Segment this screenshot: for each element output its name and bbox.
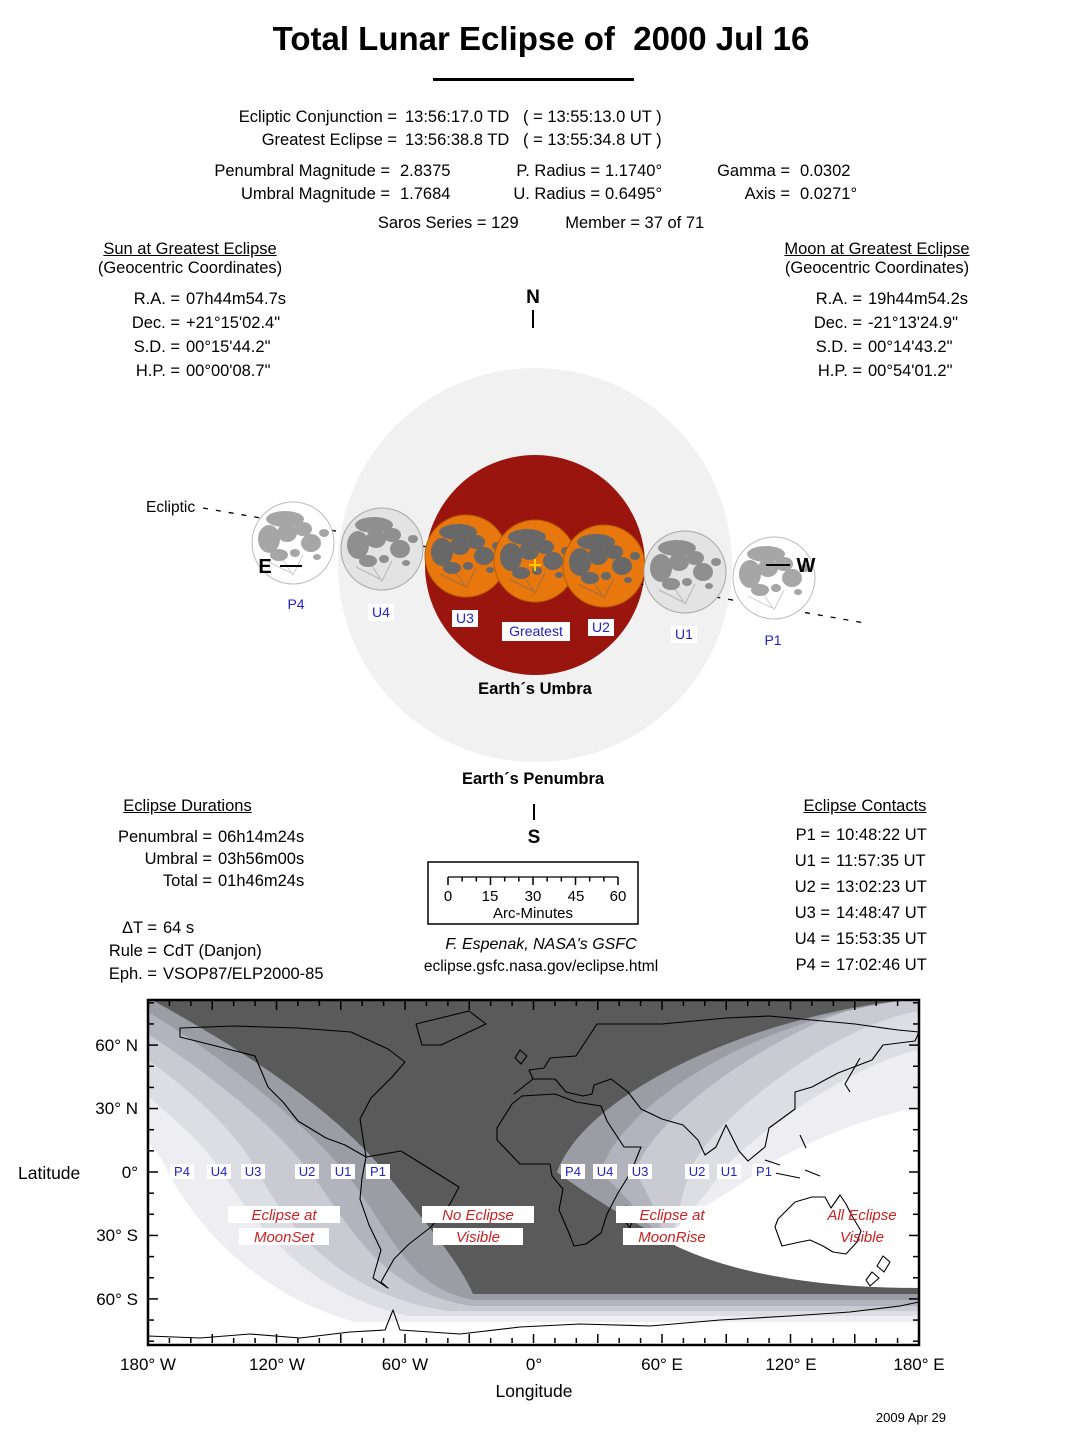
ephemeris-params: ΔT = 64 s Rule = CdT (Danjon) Eph. = VSOP87/ELP2000-85 [108,919,324,983]
saros-series: Saros Series = 129 [377,214,519,232]
axis-label: Axis = [744,185,790,203]
sun-coordinates: R.A. = 07h44m54.7s Dec. = +21°15'02.4" S.D. = 00°15'44.2" H.P. = 00°00'08.7" [131,290,286,380]
svg-text:U4: U4 [372,604,390,620]
svg-text:60: 60 [609,888,627,905]
durations-table: Penumbral = 06h14m24s Umbral = 03h56m00s Total = 01h46m24s [117,828,305,890]
saros-member: Member = 37 of 71 [565,214,705,232]
west-label: W [796,555,816,577]
svg-text:Greatest: Greatest [509,623,563,639]
north-label: N [526,287,540,308]
penumbral-magnitude-label: Penumbral Magnitude = [214,162,390,180]
conjunction-table [150,106,662,152]
svg-text:Eclipse at: Eclipse at [251,1207,317,1224]
svg-text:P1: P1 [764,632,782,648]
sun-heading: Sun at Greatest Eclipse [103,240,277,258]
revision-date: 2009 Apr 29 [875,1410,946,1425]
svg-text:60° E: 60° E [641,1355,683,1374]
moon-heading: Moon at Greatest Eclipse [784,240,970,258]
svg-text:U4: U4 [210,1164,228,1179]
greatest-eclipse-label: Greatest Eclipse = [261,131,397,149]
svg-text:0: 0 [443,888,453,905]
p-radius-label: P. Radius = [516,162,600,180]
svg-text:30° N: 30° N [95,1099,138,1118]
latitude-axis-label: Latitude [18,1163,81,1183]
svg-text:U1: U1 [334,1164,352,1179]
svg-text:60° S: 60° S [96,1290,138,1309]
latitude-tick-labels [95,1036,138,1309]
svg-text:15: 15 [481,888,499,905]
svg-text:Visible: Visible [456,1229,500,1246]
svg-text:Visible: Visible [840,1229,884,1246]
svg-text:MoonRise: MoonRise [638,1229,706,1246]
svg-text:45: 45 [567,888,585,905]
svg-text:U3: U3 [244,1164,262,1179]
saros-line [0,214,1082,233]
svg-text:U4: U4 [596,1164,614,1179]
moon-p1 [733,537,815,619]
penumbra-label: Earth´s Penumbra [461,770,605,788]
svg-text:U1: U1 [675,626,693,642]
moon-u2 [563,525,645,607]
title-underline [433,78,634,81]
svg-text:U1: U1 [720,1164,738,1179]
gamma-value: 0.0302 [800,162,851,180]
svg-text:0°: 0° [121,1163,138,1182]
moon-subheading: (Geocentric Coordinates) [784,259,970,277]
svg-text:0°: 0° [525,1355,543,1374]
svg-text:30: 30 [524,888,542,905]
svg-text:30° S: 30° S [96,1226,138,1245]
svg-text:No Eclipse: No Eclipse [442,1207,514,1224]
umbra-label: Earth´s Umbra [478,680,592,698]
sun-subheading: (Geocentric Coordinates) [97,259,283,277]
p-radius-value: 1.1740° [605,162,663,180]
svg-text:60° W: 60° W [381,1355,429,1374]
contacts-heading: Eclipse Contacts [803,797,927,815]
svg-text:U2: U2 [298,1164,316,1179]
svg-text:P4: P4 [287,596,305,612]
svg-text:U3: U3 [631,1164,649,1179]
magnitude-table [170,160,880,206]
moon-coordinates: R.A. = 19h44m54.2s Dec. = -21°13'24.9" S.D. = 00°14'43.2" H.P. = 00°54'01.2" [813,290,968,380]
contacts-table: P1 = 10:48:22 UT U1 = 11:57:35 UT U2 = 13:02:23 UT U3 = 14:48:47 UT U4 = 15:53:35 UT P4 = 17:02:46 UT [794,826,927,974]
moon-u1 [644,531,726,613]
credit-url: eclipse.gsfc.nasa.gov/eclipse.html [423,958,659,975]
conjunction-value: 13:56:17.0 TD ( = 13:55:13.0 UT ) [405,108,662,126]
u-radius-label: U. Radius = [513,185,600,203]
svg-text:Eclipse at: Eclipse at [639,1207,705,1224]
moon-u4 [341,508,423,590]
svg-text:180° W: 180° W [120,1355,176,1374]
umbral-magnitude-value: 1.7684 [400,185,451,203]
page-title: Total Lunar Eclipse of 2000 Jul 16 [272,20,810,57]
svg-text:60° N: 60° N [95,1036,138,1055]
umbral-magnitude-label: Umbral Magnitude = [240,185,390,203]
greatest-eclipse-value: 13:56:38.8 TD ( = 13:55:34.8 UT ) [405,131,662,149]
arcminutes-label: Arc-Minutes [492,905,574,922]
svg-text:120° W: 120° W [249,1355,305,1374]
conjunction-label: Ecliptic Conjunction = [238,108,397,126]
author-credit: F. Espenak, NASA's GSFC [445,936,637,953]
axis-value: 0.0271° [800,185,858,203]
svg-text:P4: P4 [565,1164,581,1179]
svg-text:120° E: 120° E [765,1355,817,1374]
east-label: E [258,556,272,578]
gamma-label: Gamma = [717,162,790,180]
svg-text:U2: U2 [688,1164,706,1179]
svg-text:MoonSet: MoonSet [253,1229,315,1246]
svg-text:All Eclipse: All Eclipse [827,1207,897,1224]
u-radius-value: 0.6495° [605,185,663,203]
svg-text:U3: U3 [456,610,474,626]
svg-text:P1: P1 [756,1164,772,1179]
ecliptic-label: Ecliptic [146,499,196,516]
longitude-tick-labels [120,1355,945,1374]
arcminute-scale [428,862,638,924]
durations-heading: Eclipse Durations [123,797,252,815]
penumbral-magnitude-value: 2.8375 [400,162,451,180]
visibility-map [0,990,1082,1435]
svg-text:U2: U2 [592,619,610,635]
svg-text:P1: P1 [370,1164,386,1179]
svg-text:180° E: 180° E [893,1355,945,1374]
south-label: S [527,827,541,848]
longitude-axis-label: Longitude [495,1381,573,1401]
svg-text:P4: P4 [174,1164,190,1179]
